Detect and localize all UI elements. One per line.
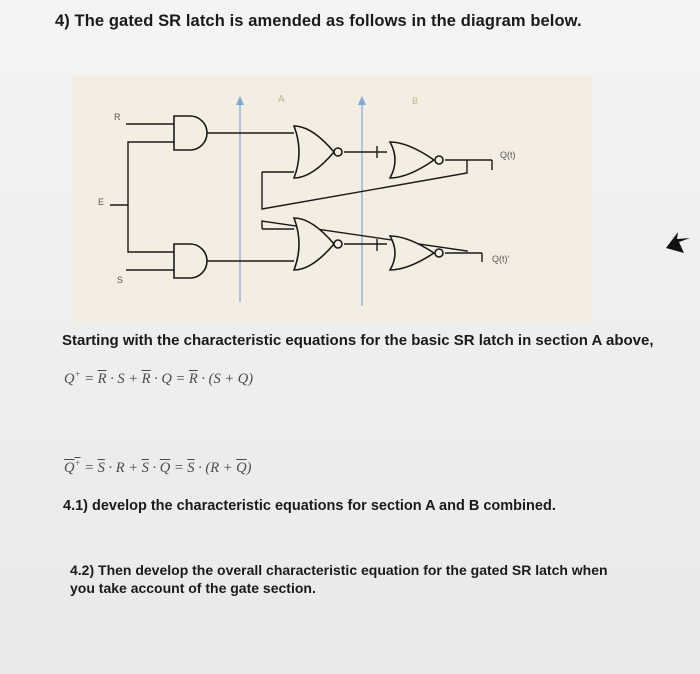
task-4-2-line-1: 4.2) Then develop the overall characteristic equation for the gated SR latch when xyxy=(70,562,608,578)
mouse-pointer-icon xyxy=(664,226,694,256)
output-label-q: Q(t) xyxy=(500,150,516,160)
or-gate-b-top xyxy=(390,142,434,178)
nor-gate-top xyxy=(294,126,334,178)
or-gate-b-bottom xyxy=(390,236,434,270)
gated-sr-latch-diagram xyxy=(72,76,592,322)
section-b-label: B xyxy=(412,96,419,106)
question-title: 4) The gated SR latch is amended as follows in the diagram below. xyxy=(55,12,582,30)
divider-arrow-b xyxy=(358,96,366,105)
task-4-2 xyxy=(70,561,670,597)
input-label-r: R xyxy=(114,112,121,122)
equation-q-plus: $Q^+ = \overline{R} \cdot S + \overline{R} \cdot Q = \overline{R} \cdot (S + Q)$ xyxy=(64,369,254,387)
task-4-1: 4.1) develop the characteristic equations for section A and B combined. xyxy=(63,498,556,514)
input-label-s: S xyxy=(117,275,124,285)
and-gate-s xyxy=(174,244,207,278)
and-gate-r xyxy=(174,116,207,150)
output-label-q-bar: Q(t)' xyxy=(492,254,510,264)
nor-gate-bottom xyxy=(294,218,334,270)
section-a-label: A xyxy=(278,94,285,105)
equation-q-plus-bar: $Q^+ = \overline{S} \cdot R + \overline{S} \cdot \overline{Q} = \overline{S} \cdot (R + \overline{Q})$ xyxy=(64,458,252,476)
task-4-2-line-2: you take account of the gate section. xyxy=(70,580,316,596)
divider-arrow-a xyxy=(236,96,244,105)
input-label-e: E xyxy=(98,197,105,207)
intro-text: Starting with the characteristic equations for the basic SR latch in section A above, xyxy=(62,332,654,349)
